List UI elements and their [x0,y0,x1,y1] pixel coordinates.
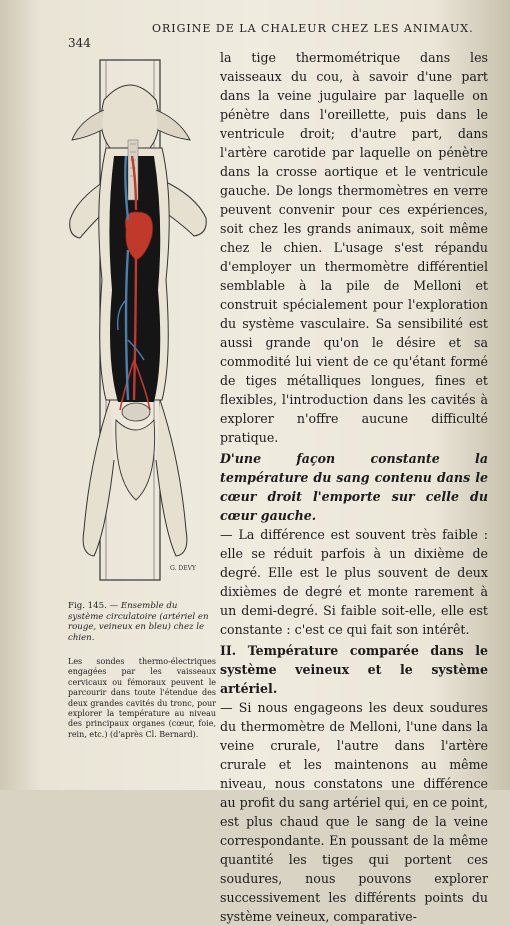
engraver-signature: G. DEVY [170,565,196,572]
main-text-column [220,48,488,926]
dog-hindleg-right [156,400,187,556]
figure-illustration [66,60,210,585]
section-heading: II. Température comparée dans le système veineux et le système artériel. [220,643,488,696]
emphasis-statement: D'une façon constante la température du sang contenu dans le cœur droit l'emporte sur celle du cœur gauche. [220,451,488,523]
caption-text: Ensemble du système circulatoire (artériel en rouge, veineux en bleu) chez le chien. [68,601,209,643]
dog-hindleg-left [83,400,114,556]
section-block [220,641,488,926]
caption-label: Fig. 145. — [68,601,121,611]
paragraph-1: la tige thermométrique dans les vaisseaux du cou, à savoir d'une part dans la veine jugulaire par laquelle on pénètre dans l'oreillette, puis dans le ventricule droit; d'autre part, dans l'artère carotide par laquelle on pénètre dans la crosse aortique et le ventricule gauche. De longs thermomètres en verre peuvent convenir pour ces expériences, soit chez les grands animaux, soit même chez le chien. L'usage s'est répandu d'employer un thermomètre différentiel semblable à la pile de Melloni et construit spécialement pour l'exploration du système vasculaire. Sa sensibilité est aussi grande qu'on le désire et sa commodité lui vient de ce qu'étant formé de tiges métalliques longues, fines et flexibles, l'introduction dans les cavités à explorer n'offre aucune difficulté pratique. [220,50,488,445]
paragraph-2-block [220,449,488,639]
paragraph-3: — Si nous engageons les deux soudures du thermomètre de Melloni, l'une dans la veine crurale, l'autre dans l'artère crurale et les maintenons au même niveau, nous constatons une différence au profit du sang artériel qui, en ce point, est plus chaud que le sang de la veine correspondante. En poussant de la même quantité les tiges qui portent ces soudures, nous pouvons explorer successivement les différents points du système veineux, comparative- [220,700,488,924]
dog-head [101,85,159,148]
figure-caption [68,601,214,643]
paragraph-2: — La différence est souvent très faible : elle se réduit parfois à un dixième de degré. Elle est le plus souvent de deux dixièmes de degré et monte rarement à un demi-degré. Si faible soit-elle, elle est constante : c'est ce qui fait son intérêt. [220,527,488,637]
running-title: ORIGINE DE LA CHALEUR CHEZ LES ANIMAUX. [152,22,474,35]
figure-note: Les sondes thermo-électriques engagées par les vaisseaux cervicaux ou fémoraux peuvent le parcourir dans toute l'étendue des deux grandes cavités du tronc, pour explorer la température au niveau des principaux organes (cœur, foie, rein, etc.) (d'après Cl. Bernard). [68,657,216,739]
page-number: 344 [68,36,91,50]
